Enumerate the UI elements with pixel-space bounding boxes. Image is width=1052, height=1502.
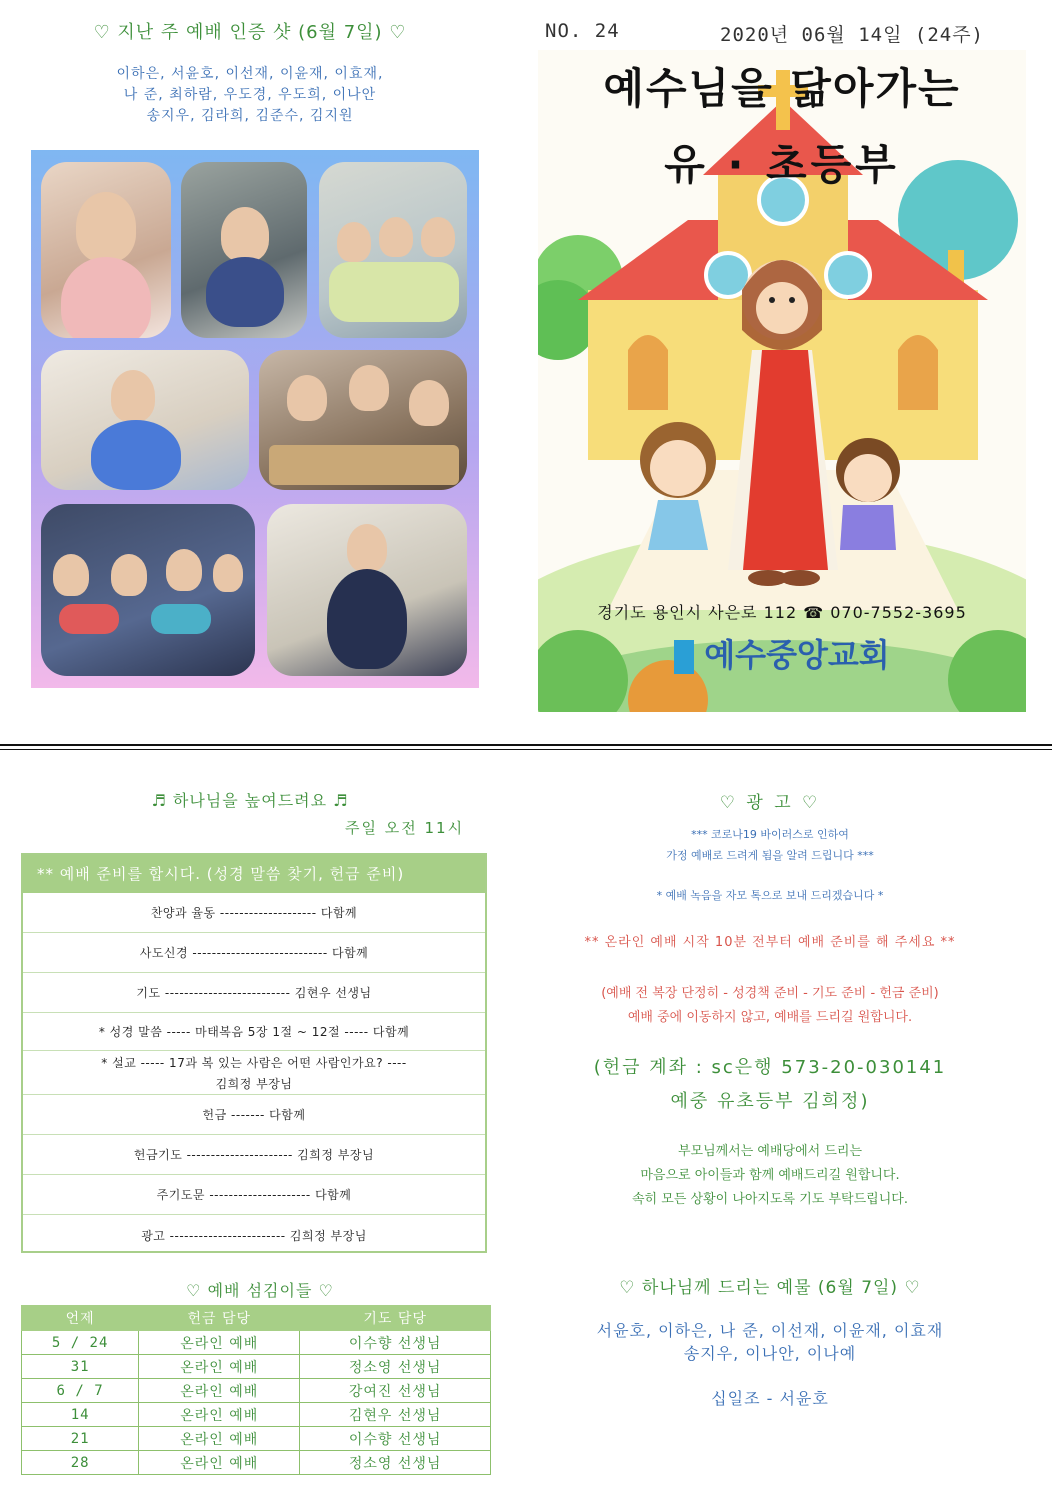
order-row: 주기도문 --------------------- 다함께 <box>23 1175 485 1215</box>
photo-girl-singing <box>267 504 467 676</box>
table-row <box>22 1355 491 1379</box>
servants-title: ♡ 예배 섬김이들 ♡ <box>186 1281 334 1300</box>
table-cell: 온라인 예배 <box>139 1451 300 1475</box>
table-cell: 정소영 선생님 <box>300 1355 491 1379</box>
order-row-sermon <box>23 1051 485 1095</box>
column-header: 언제 <box>22 1306 139 1331</box>
photo-three-girls <box>319 162 467 338</box>
attendee-names-line: 나 준, 최하람, 우도경, 우도희, 이나안 <box>123 87 377 103</box>
announcement-text: 예배 중에 이동하지 않고, 예배를 드리길 원합니다. <box>627 1010 913 1025</box>
order-row: 찬양과 율동 -------------------- 다함께 <box>23 893 485 933</box>
cover-subtitle: 유 · 초등부 <box>664 140 900 189</box>
photo-girl-reading <box>41 350 249 490</box>
cross-icon <box>674 640 694 674</box>
announcement-text: (예배 전 복장 단정히 - 성경책 준비 - 기도 준비 - 헌금 준비) <box>601 986 939 1001</box>
photo-family-praying <box>259 350 467 490</box>
table-row <box>22 1331 491 1355</box>
table-cell: 온라인 예배 <box>139 1331 300 1355</box>
photo-kids-on-sofa <box>41 504 255 676</box>
attendee-names-line: 송지우, 김라희, 김준수, 김지원 <box>146 108 354 124</box>
offering-names: 서윤호, 이하은, 나 준, 이선재, 이윤재, 이효재 <box>596 1321 944 1340</box>
table-row <box>22 1403 491 1427</box>
column-header: 헌금 담당 <box>139 1306 300 1331</box>
announcement-text: 가정 예배로 드려게 됨을 알려 드립니다 *** <box>666 849 874 862</box>
table-header-row <box>22 1306 491 1331</box>
table-row <box>22 1451 491 1475</box>
column-header: 기도 담당 <box>300 1306 491 1331</box>
table-cell: 5 / 24 <box>22 1331 139 1355</box>
table-cell: 온라인 예배 <box>139 1379 300 1403</box>
table-cell: 온라인 예배 <box>139 1427 300 1451</box>
table-cell: 정소영 선생님 <box>300 1451 491 1475</box>
order-row: 헌금기도 ---------------------- 김희정 부장님 <box>23 1135 485 1175</box>
order-row: 기도 -------------------------- 김현우 선생님 <box>23 973 485 1013</box>
offering-account: (헌금 계좌 : sc은행 573-20-030141 <box>593 1057 947 1078</box>
table-cell: 이수향 선생님 <box>300 1427 491 1451</box>
announcement-text: ** 온라인 예배 시작 10분 전부터 예배 준비를 해 주세요 ** <box>584 935 956 950</box>
announcements-title: ♡ 광 고 ♡ <box>719 793 821 813</box>
sermon-line: * 설교 ----- 17과 복 있는 사람은 어떤 사람인가요? ---- <box>101 1055 407 1070</box>
issue-number: NO. 24 <box>545 20 620 42</box>
offering-account-holder: 예중 유초등부 김희정) <box>670 1091 870 1112</box>
table-cell: 온라인 예배 <box>139 1403 300 1427</box>
table-row <box>22 1379 491 1403</box>
attendee-names-line: 이하은, 서윤호, 이선재, 이윤재, 이효재, <box>116 66 384 82</box>
photo-boy-praying <box>181 162 307 338</box>
cover-illustration <box>538 50 1026 712</box>
church-name-text: 예수중앙교회 <box>704 636 890 674</box>
photo-collage <box>31 150 479 688</box>
table-cell: 이수향 선생님 <box>300 1331 491 1355</box>
table-row <box>22 1427 491 1451</box>
tithe-line: 십일조 - 서윤호 <box>711 1389 829 1408</box>
announcement-text: 속히 모든 상황이 나아지도록 기도 부탁드립니다. <box>632 1192 908 1207</box>
table-cell: 강여진 선생님 <box>300 1379 491 1403</box>
table-cell: 온라인 예배 <box>139 1355 300 1379</box>
page-divider <box>0 744 1052 746</box>
worship-title: ♬ 하나님을 높여드려요 ♬ <box>151 791 349 810</box>
announcement-text: * 예배 녹음을 자모 톡으로 보내 드리겠습니다 * <box>656 889 884 902</box>
cover-title: 예수님을 닮아가는 <box>603 64 961 113</box>
page-divider <box>0 749 1052 750</box>
table-cell: 21 <box>22 1427 139 1451</box>
announcement-text: 부모님께서는 예배당에서 드리는 <box>677 1144 863 1159</box>
servants-table <box>21 1305 491 1475</box>
attendee-names <box>40 64 460 127</box>
order-row: 헌금 ------- 다함께 <box>23 1095 485 1135</box>
table-cell: 김현우 선생님 <box>300 1403 491 1427</box>
issue-date: 2020년 06월 14일 (24주) <box>720 24 985 46</box>
photo-girl-praying <box>41 162 171 338</box>
photo-section-title: ♡ 지난 주 예배 인증 샷 (6월 7일) ♡ <box>93 22 407 43</box>
table-cell: 28 <box>22 1451 139 1475</box>
order-row: * 성경 말씀 ----- 마태복음 5장 1절 ~ 12절 ----- 다함께 <box>23 1013 485 1051</box>
announcement-text: 마음으로 아이들과 함께 예배드리길 원합니다. <box>640 1168 900 1183</box>
order-row: 사도신경 ---------------------------- 다함께 <box>23 933 485 973</box>
church-address: 경기도 용인시 사은로 112 ☎ 070-7552-3695 <box>597 603 967 622</box>
announcement-text: *** 코로나19 바이러스로 인하여 <box>691 828 849 841</box>
table-cell: 31 <box>22 1355 139 1379</box>
offering-names: 송지우, 이나안, 이나예 <box>683 1344 857 1363</box>
offering-title: ♡ 하나님께 드리는 예물 (6월 7일) ♡ <box>619 1278 921 1298</box>
sermon-preacher: 김희정 부장님 <box>215 1076 293 1091</box>
church-name <box>538 630 1026 676</box>
table-cell: 14 <box>22 1403 139 1427</box>
table-cell: 6 / 7 <box>22 1379 139 1403</box>
order-row: 광고 ------------------------ 김희정 부장님 <box>141 1228 367 1243</box>
worship-order <box>21 853 487 1253</box>
worship-time: 주일 오전 11시 <box>345 819 465 837</box>
worship-order-header: ** 예배 준비를 합시다. (성경 말씀 찾기, 헌금 준비) <box>23 855 485 893</box>
